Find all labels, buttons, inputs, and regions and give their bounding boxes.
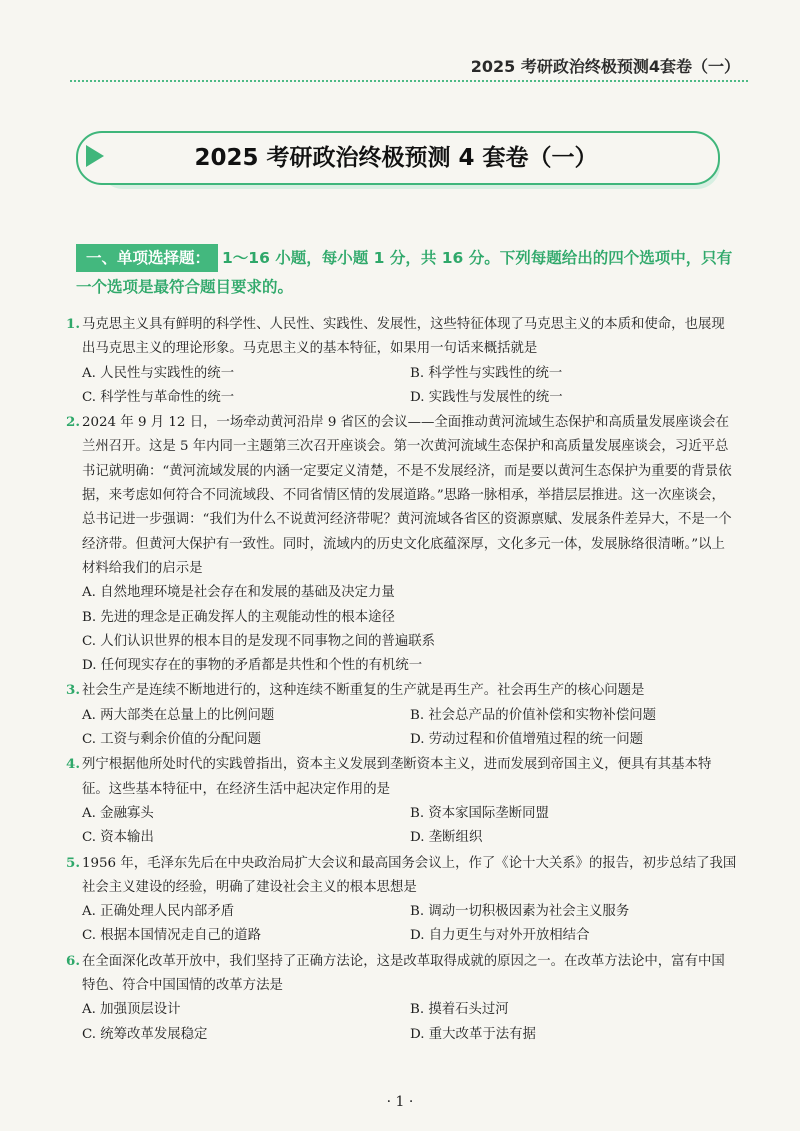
question-stem (66, 678, 738, 703)
option-list (66, 704, 738, 753)
answer-option: A. 人民性与实践性的统一 (82, 365, 235, 381)
option-list (66, 900, 738, 949)
running-header: 2025 考研政治终极预测4套卷（一） (470, 57, 740, 76)
question-list (66, 312, 738, 1047)
question-number: 6. (66, 952, 80, 969)
question-stem (66, 949, 738, 999)
answer-option: D. 劳动过程和价值增殖过程的统一问题 (410, 732, 644, 748)
answer-option: C. 科学性与革命性的统一 (82, 389, 235, 405)
answer-option: B. 先进的理念是正确发挥人的主观能动性的根本途径 (82, 609, 395, 625)
section-label: 一、单项选择题： (76, 244, 218, 272)
option-list (66, 802, 738, 851)
answer-option: D. 自力更生与对外开放相结合 (410, 928, 590, 944)
answer-option: D. 重大改革于法有据 (410, 1026, 536, 1042)
page-title: 2025 考研政治终极预测 4 套卷（一） (194, 145, 598, 171)
question-text: 列宁根据他所处时代的实践曾指出，资本主义发展到垄断资本主义，进而发展到帝国主义，便具有其基本特征。这些基本特征中，在经济生活中起决定作用的是 (82, 757, 712, 797)
option-list (66, 581, 738, 678)
question-number: 5. (66, 854, 80, 871)
answer-option: A. 加强顶层设计 (82, 1002, 181, 1018)
page-number: · 1 · (386, 1094, 414, 1110)
header-divider (70, 80, 748, 82)
question-item (66, 312, 738, 410)
answer-option: B. 摸着石头过河 (410, 1002, 509, 1018)
section-heading (76, 244, 736, 302)
answer-option: D. 任何现实存在的事物的矛盾都是共性和个性的有机统一 (82, 658, 423, 674)
question-number: 4. (66, 756, 80, 773)
option-list (66, 362, 738, 411)
answer-option: A. 金融寡头 (82, 805, 154, 821)
answer-option: B. 社会总产品的价值补偿和实物补偿问题 (410, 707, 656, 723)
answer-option: D. 实践性与发展性的统一 (410, 389, 563, 405)
question-item (66, 410, 738, 678)
answer-option: C. 人们认识世界的根本目的是发现不同事物之间的普遍联系 (82, 633, 436, 649)
question-text: 2024 年 9 月 12 日，一场牵动黄河沿岸 9 省区的会议——全面推动黄河流域生态保护和高质量发展座谈会在兰州召开。这是 5 年内同一主题第三次召开座谈会。第一次黄河流域生态保护和高质量发展座谈会，习近平总书记就明确：“黄河流域发展的内涵一定要定义清楚，不是不发展经济，而是要以黄河生态保护为重要的背景依据，来考虑如何符合不同流域段、不同省情区情的发展道路。”思路一脉相承，举措层层推进。这一次座谈会，总书记进一步强调：“我们为什么不说黄河经济带呢？黄河流域各省区的资源禀赋、发展条件差异大，不是一个经济带。但黄河大保护有一致性。同时，流域内的历史文化底蕴深厚，文化多元一体，发展脉络很清晰。”以上材料给我们的启示是 (82, 415, 732, 576)
answer-option: A. 自然地理环境是社会存在和发展的基础及决定力量 (82, 585, 395, 601)
option-list (66, 998, 738, 1047)
question-number: 3. (66, 682, 80, 699)
answer-option: C. 根据本国情况走自己的道路 (82, 928, 261, 944)
question-text: 社会生产是连续不断地进行的，这种连续不断重复的生产就是再生产。社会再生产的核心问题是 (82, 683, 645, 699)
question-number: 2. (66, 414, 80, 431)
answer-option: B. 调动一切积极因素为社会主义服务 (410, 904, 630, 920)
question-stem (66, 410, 738, 581)
question-item (66, 752, 738, 850)
question-item (66, 851, 738, 949)
answer-option: B. 资本家国际垄断同盟 (410, 805, 549, 821)
question-item (66, 678, 738, 752)
answer-option: D. 垄断组织 (410, 830, 483, 846)
question-item (66, 949, 738, 1047)
question-stem (66, 851, 738, 901)
answer-option: A. 正确处理人民内部矛盾 (82, 904, 235, 920)
answer-option: A. 两大部类在总量上的比例问题 (82, 707, 275, 723)
question-stem (66, 752, 738, 802)
question-number: 1. (66, 316, 80, 332)
question-text: 马克思主义具有鲜明的科学性、人民性、实践性、发展性，这些特征体现了马克思主义的本质和使命，也展现出马克思主义的理论形象。马克思主义的基本特征，如果用一句话来概括就是 (82, 317, 725, 357)
answer-option: C. 工资与剩余价值的分配问题 (82, 732, 261, 748)
answer-option: C. 统筹改革发展稳定 (82, 1026, 208, 1042)
question-text: 1956 年，毛泽东先后在中央政治局扩大会议和最高国务会议上，作了《论十大关系》的报告，初步总结了我国社会主义建设的经验，明确了建设社会主义的根本思想是 (82, 855, 737, 895)
answer-option: C. 资本输出 (82, 830, 154, 846)
answer-option: B. 科学性与实践性的统一 (410, 365, 563, 381)
question-stem (66, 312, 738, 362)
section-instruction: 1～16 小题，每小题 1 分，共 16 分。下列每题给出的四个选项中，只有一个选项是最符合题目要求的。 (76, 249, 733, 296)
question-text: 在全面深化改革开放中，我们坚持了正确方法论，这是改革取得成就的原因之一。在改革方法论中，富有中国特色、符合中国国情的改革方法是 (82, 953, 725, 994)
